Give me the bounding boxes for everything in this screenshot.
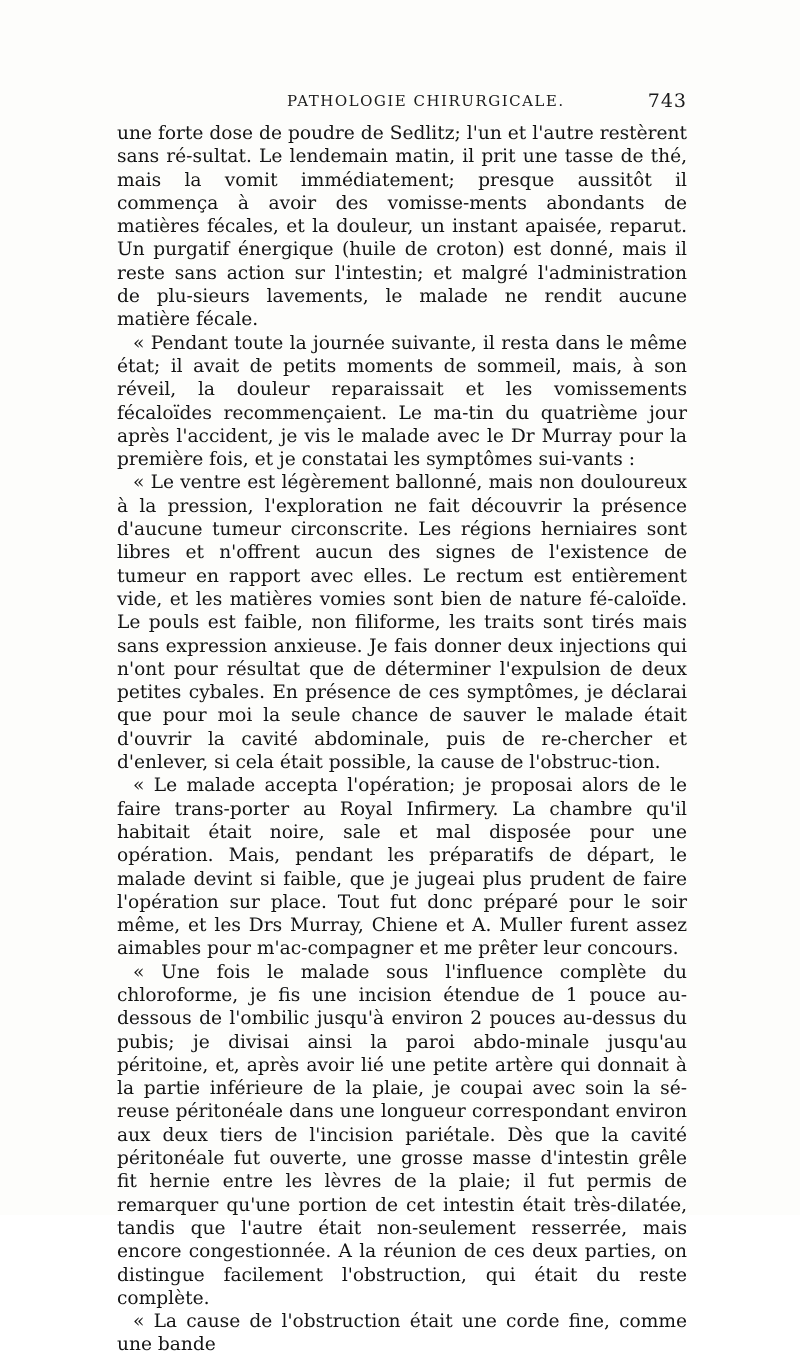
page-number: 743 xyxy=(647,90,687,112)
running-head: PATHOLOGIE CHIRURGICALE. xyxy=(287,92,565,110)
page-header xyxy=(117,92,687,120)
paragraph-2: « Pendant toute la journée suivante, il resta dans le même état; il avait de petits moments de sommeil, mais, à son réveil, la douleur reparaissait et les vomissements fécaloïdes recommençaient. Le ma-tin du quatrième jour après l'accident, je vis le malade avec le Dr Murray pour la première fois, et je constatai les symptômes sui-vants : xyxy=(117,332,687,471)
paragraph-6: « La cause de l'obstruction était une corde fine, comme une bande xyxy=(117,1311,687,1356)
paragraph-4: « Le malade accepta l'opération; je proposai alors de le faire trans-porter au Royal Infirmery. La chambre qu'il habitait était noire, sale et mal disposée pour une opération. Mais, pendant les préparatifs de départ, le malade devint si faible, que je jugeai plus prudent de faire l'opération sur place. Tout fut donc préparé pour le soir même, et les Drs Murray, Chiene et A. Muller furent assez aimables pour m'ac-compagner et me prêter leur concours. xyxy=(117,775,687,960)
body-text xyxy=(117,122,687,1357)
paragraph-5: « Une fois le malade sous l'influence complète du chloroforme, je fis une incision étendue de 1 pouce au-dessous de l'ombilic jusqu'à environ 2 pouces au-dessus du pubis; je divisai ainsi la paroi abdo-minale jusqu'au péritoine, et, après avoir lié une petite artère qui donnait à la partie inférieure de la plaie, je coupai avec soin la sé-reuse péritonéale dans une longueur correspondant environ aux deux tiers de l'incision pariétale. Dès que la cavité péritonéale fut ouverte, une grosse masse d'intestin grêle fit hernie entre les lèvres de la plaie; il fut permis de remarquer qu'une portion de cet intestin était très-dilatée, tandis que l'autre était non-seulement resserrée, mais encore congestionnée. A la réunion de ces deux parties, on distingue facilement l'obstruction, qui était du reste complète. xyxy=(117,961,687,1309)
paragraph-1: une forte dose de poudre de Sedlitz; l'un et l'autre restèrent sans ré-sultat. Le lendemain matin, il prit une tasse de thé, mais la vomit immédiatement; presque aussitôt il commença à avoir des vomisse-ments abondants de matières fécales, et la douleur, un instant apaisée, reparut. Un purgatif énergique (huile de croton) est donné, mais il reste sans action sur l'intestin; et malgré l'administration de plu-sieurs lavements, le malade ne rendit aucune matière fécale. xyxy=(117,123,687,331)
paragraph-3: « Le ventre est légèrement ballonné, mais non douloureux à la pression, l'exploration ne fait découvrir la présence d'aucune tumeur circonscrite. Les régions herniaires sont libres et n'offrent aucun des signes de l'existence de tumeur en rapport avec elles. Le rectum est entièrement vide, et les matières vomies sont bien de nature fé-caloïde. Le pouls est faible, non filiforme, les traits sont tirés mais sans expression anxieuse. Je fais donner deux injections qui n'ont pour résultat que de déterminer l'expulsion de deux petites cybales. En présence de ces symptômes, je déclarai que pour moi la seule chance de sauver le malade était d'ouvrir la cavité abdominale, puis de re-chercher et d'enlever, si cela était possible, la cause de l'obstruc-tion. xyxy=(117,472,687,774)
